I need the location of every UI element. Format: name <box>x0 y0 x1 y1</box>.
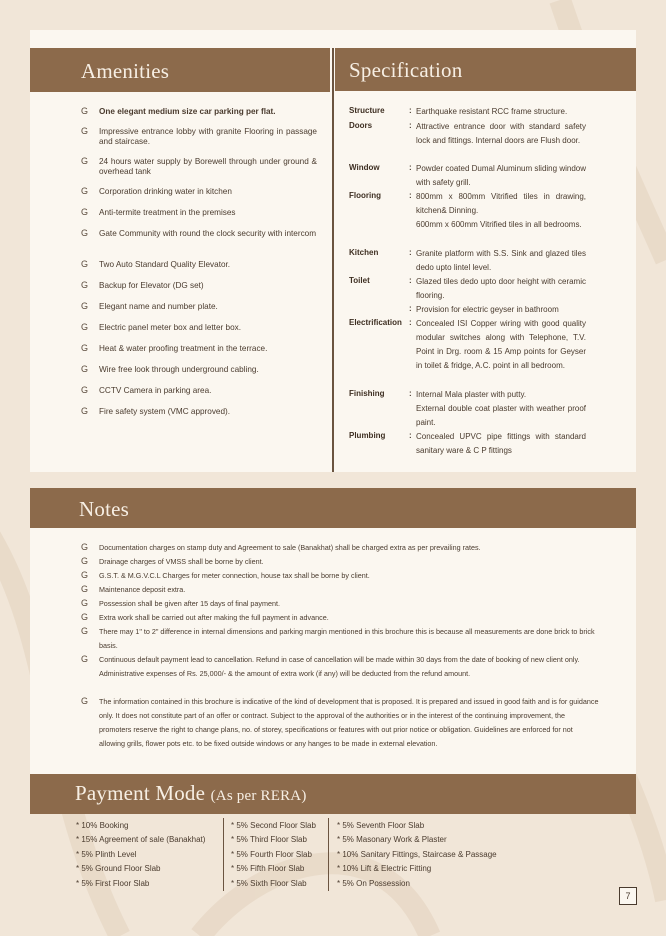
amenity-item: Electric panel meter box and letter box. <box>99 323 241 332</box>
bullet-glyph: G <box>81 259 89 269</box>
payment-item: * 5% Third Floor Slab <box>231 835 307 845</box>
amenity-item: Corporation drinking water in kitchen <box>99 187 232 196</box>
notes-header-band <box>30 488 636 528</box>
spec-colon: : <box>409 318 412 327</box>
payment-item: * 5% Plinth Level <box>76 849 137 859</box>
spec-text: Concealed UPVC pipe fittings with standard sanitary ware & C P fittings <box>416 432 586 455</box>
payment-divider-2 <box>328 818 329 891</box>
spec-text: Attractive entrance door with standard safety lock and fittings. Internal doors are Flush door. <box>416 122 586 145</box>
spec-colon: : <box>409 163 412 172</box>
specification-header-band <box>335 48 636 91</box>
bullet-glyph: G <box>81 542 89 552</box>
bullet-glyph: G <box>81 301 89 311</box>
spec-text: External double coat plaster with weather proof paint. <box>416 404 586 427</box>
bullet-glyph: G <box>81 364 89 374</box>
bullet-glyph: G <box>81 626 89 636</box>
bullet-glyph: G <box>81 584 89 594</box>
bullet-glyph: G <box>81 207 89 217</box>
payment-item: * 15% Agreement of sale (Banakhat) <box>76 835 206 845</box>
spec-label: Flooring <box>349 191 381 200</box>
spec-colon: : <box>409 106 412 115</box>
spec-colon: : <box>409 121 412 130</box>
amenity-item: Two Auto Standard Quality Elevator. <box>99 260 231 269</box>
payment-divider-1 <box>223 818 224 891</box>
note-item: The information contained in this brochure is indicative of the kind of development that is proposed. It is prepared and issued in good faith and is for guidance only. It does not constitute part of an offer or contract. Subject to the approval of the authorities or in the interest of the continuing improvement, the promoters reserve the right to change plans, no. of storey, specifications or features with out prior notice or obligation. Guidelines are enforced for not allowing grills, flower pots etc. to be fixed outside windows or any hanges to be made in external elevation. <box>99 697 599 748</box>
note-item: Possession shall be given after 15 days of final payment. <box>99 599 280 608</box>
spec-text: Provision for electric geyser in bathroom <box>416 305 559 314</box>
payment-item: * 5% Fifth Floor Slab <box>231 864 305 874</box>
spec-text: Earthquake resistant RCC frame structure. <box>416 107 568 116</box>
note-item: Drainage charges of VMSS shall be borne by client. <box>99 557 264 566</box>
spec-text: 600mm x 600mm Vitrified tiles in all bedrooms. <box>416 220 582 229</box>
spec-colon: : <box>409 191 412 200</box>
payment-item: * 5% First Floor Slab <box>76 878 150 888</box>
amenities-title: Amenities <box>81 59 170 83</box>
amenity-item: 24 hours water supply by Borewell through under ground & overhead tank <box>99 157 317 176</box>
spec-label: Kitchen <box>349 248 379 257</box>
spec-label: Plumbing <box>349 431 386 440</box>
spec-colon: : <box>409 276 412 285</box>
bullet-glyph: G <box>81 654 89 664</box>
spec-text: Internal Mala plaster with putty. <box>416 390 527 399</box>
note-item: Continuous default payment lead to cancellation. Refund in case of cancellation will be made within 30 days from the date of booking of new client only. Administrative expenses of Rs. 25,000/- & the amount of extra work (if any) will be deducted from the refund amount. <box>99 655 580 678</box>
payment-item: * 5% Masonary Work & Plaster <box>337 835 447 845</box>
bullet-glyph: G <box>81 106 89 116</box>
payment-item: * 10% Booking <box>76 821 129 830</box>
payment-item: * 5% On Possession <box>337 878 410 888</box>
bullet-glyph: G <box>81 570 89 580</box>
note-item: Maintenance deposit extra. <box>99 585 186 594</box>
bullet-glyph: G <box>81 343 89 353</box>
payment-item: * 5% Fourth Floor Slab <box>231 849 312 859</box>
amenity-item: Elegant name and number plate. <box>99 302 218 311</box>
payment-column-2 <box>231 819 316 891</box>
amenity-item: Impressive entrance lobby with granite Flooring in passage and staircase. <box>99 127 317 146</box>
payment-item: * 5% Ground Floor Slab <box>76 864 161 874</box>
amenity-item: CCTV Camera in parking area. <box>99 386 212 395</box>
spec-text: 800mm x 800mm Vitrified tiles in drawing, kitchen& Dinning. <box>416 192 586 215</box>
note-item: Documentation charges on stamp duty and Agreement to sale (Banakhat) shall be charged extra as per prevailing rates. <box>99 543 481 552</box>
amenity-item: Fire safety system (VMC approved). <box>99 407 231 416</box>
amenity-item: Wire free look through underground cabling. <box>99 365 259 374</box>
note-item: There may 1" to 2" difference in internal dimensions and parking margin mentioned in this brochure this is because all measurements are done brick to brick basis. <box>99 627 595 650</box>
bullet-glyph: G <box>81 598 89 608</box>
payment-column-1 <box>76 819 205 891</box>
amenity-item: Anti-termite treatment in the premises <box>99 208 236 217</box>
payment-title-sub: (As per RERA) <box>210 788 307 804</box>
amenity-item: One elegant medium size car parking per flat. <box>99 107 276 116</box>
bullet-glyph: G <box>81 280 89 290</box>
payment-item: * 5% Sixth Floor Slab <box>231 878 307 888</box>
spec-label: Structure <box>349 106 385 115</box>
spec-label: Doors <box>349 121 373 130</box>
bullet-glyph: G <box>81 612 89 622</box>
spec-label: Finishing <box>349 389 385 398</box>
page-number: 7 <box>625 891 631 901</box>
spec-label: Electrification <box>349 318 402 327</box>
payment-header-band <box>30 774 636 814</box>
bullet-glyph: G <box>81 406 89 416</box>
payment-item: * 5% Second Floor Slab <box>231 821 316 830</box>
page-number-box <box>619 887 637 905</box>
amenity-item: Backup for Elevator (DG set) <box>99 281 204 290</box>
note-item: G.S.T. & M.G.V.C.L Charges for meter connection, house tax shall be borne by client. <box>99 571 370 580</box>
spec-text: Granite platform with S.S. Sink and glazed tiles dedo upto lintel level. <box>416 249 586 272</box>
note-item: Extra work shall be carried out after making the full payment in advance. <box>99 613 329 622</box>
spec-text: Concealed ISI Copper wiring with good quality modular switches along with Telephone, T.V. Point in Drg. room & 15 Amp points for Geyser in toilet & fridge, A.C. point in all bedroom. <box>416 319 586 370</box>
amenity-item: Heat & water proofing treatment in the terrace. <box>99 344 268 353</box>
bullet-glyph: G <box>81 696 89 706</box>
notes-title: Notes <box>79 497 129 521</box>
payment-item: * 10% Sanitary Fittings, Staircase & Passage <box>337 849 497 859</box>
payment-title-main: Payment Mode <box>75 781 206 805</box>
spec-text: Powder coated Dumal Aluminum sliding window with safety grill. <box>416 164 586 187</box>
payment-item: * 10% Lift & Electric Fitting <box>337 864 432 874</box>
spec-colon: : <box>409 248 412 257</box>
spec-colon: : <box>409 431 412 440</box>
amenity-item: Gate Community with round the clock security with intercom <box>99 229 317 238</box>
bullet-glyph: G <box>81 385 89 395</box>
payment-title <box>75 781 307 806</box>
payment-column-3 <box>337 819 497 891</box>
bullet-glyph: G <box>81 322 89 332</box>
spec-label: Window <box>349 163 380 172</box>
amenities-header-band <box>30 48 330 92</box>
specification-title: Specification <box>349 58 463 82</box>
spec-label: Toilet <box>349 276 370 285</box>
spec-colon: : <box>409 304 412 313</box>
payment-item: * 5% Seventh Floor Slab <box>337 821 425 830</box>
bullet-glyph: G <box>81 156 89 166</box>
column-divider <box>332 48 334 472</box>
spec-colon: : <box>409 389 412 398</box>
bullet-glyph: G <box>81 186 89 196</box>
spec-text: Glazed tiles dedo upto door height with ceramic flooring. <box>416 277 586 300</box>
bullet-glyph: G <box>81 126 89 136</box>
bullet-glyph: G <box>81 556 89 566</box>
bullet-glyph: G <box>81 228 89 238</box>
